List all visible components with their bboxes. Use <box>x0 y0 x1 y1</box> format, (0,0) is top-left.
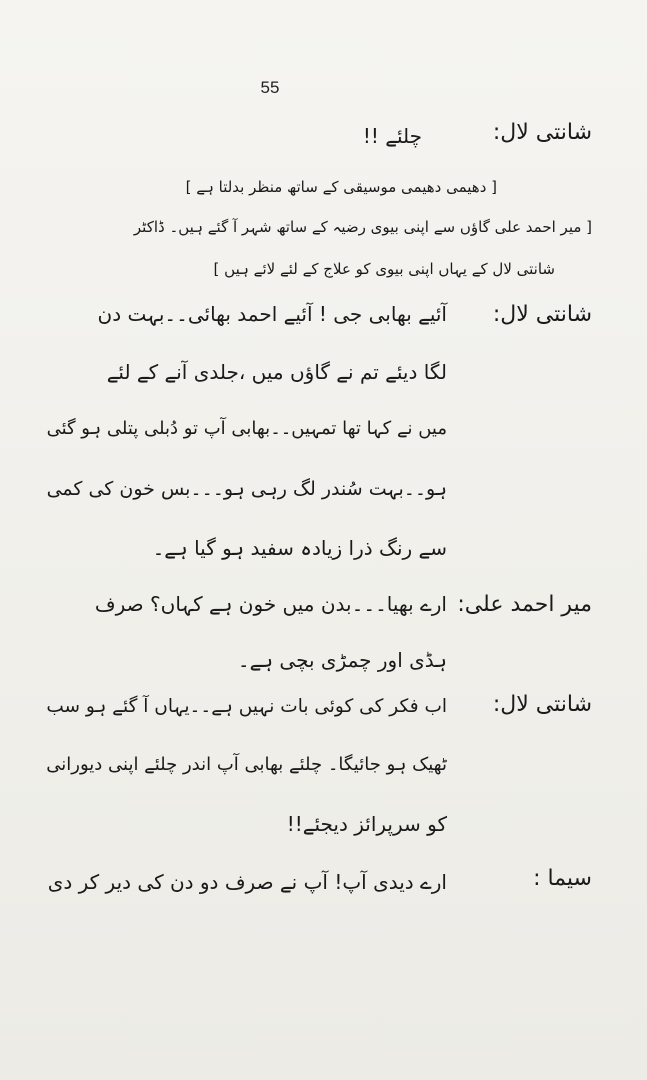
speaker-name: سیما : <box>533 866 592 891</box>
dialogue-line: سے رنگ ذرا زیادہ سفید ہو گیا ہے۔ <box>152 536 447 560</box>
dialogue-line: ارے دیدی آپ! آپ نے صرف دو دن کی دیر کر دی <box>47 870 447 894</box>
dialogue-line: ارے بھیا۔۔۔بدن میں خون ہے کہاں؟ صرف <box>94 592 447 616</box>
dialogue-line: آئیے بھابی جی ! آئیے احمد بھائی۔۔بہت دن <box>97 302 447 326</box>
stage-direction: [ میر احمد علی گاؤں سے اپنی بیوی رضیہ کے ساتھ شہر آ گئے ہیں۔ ڈاکٹر <box>133 218 592 236</box>
dialogue-line: ہو۔۔بہت سُندر لگ رہی ہو۔۔۔بس خون کی کمی <box>46 478 447 500</box>
speaker-name: شانتی لال: <box>492 692 592 717</box>
dialogue-line: لگا دیئے تم نے گاؤں میں ،جلدی آنے کے لئے <box>106 360 447 384</box>
page-number: 55 <box>260 78 280 97</box>
speaker-name: میر احمد علی: <box>457 592 592 617</box>
speaker-name: شانتی لال: <box>492 302 592 327</box>
dialogue-line: میں نے کہا تھا تمہیں۔۔بھابی آپ تو دُبلی پتلی ہو گئی <box>46 418 447 439</box>
dialogue-line: اب فکر کی کوئی بات نہیں ہے۔۔یہاں آ گئے ہو سب <box>46 696 447 717</box>
dialogue-line: ہڈی اور چمڑی بچی ہے۔ <box>237 648 447 672</box>
dialogue-line: ٹھیک ہو جائیگا۔ چلئے بھابی آپ اندر چلئے اپنی دیورانی <box>46 754 447 775</box>
dialogue-line: چلئے !! <box>362 124 422 148</box>
stage-direction: شانتی لال کے یہاں اپنی بیوی کو علاج کے لئے لائے ہیں ] <box>213 260 555 278</box>
dialogue-line: کو سرپرائز دیجئے!! <box>286 812 447 836</box>
stage-direction: [ دھیمی دھیمی موسیقی کے ساتھ منظر بدلتا ہے ] <box>185 178 497 196</box>
speaker-name: شانتی لال: <box>492 120 592 145</box>
